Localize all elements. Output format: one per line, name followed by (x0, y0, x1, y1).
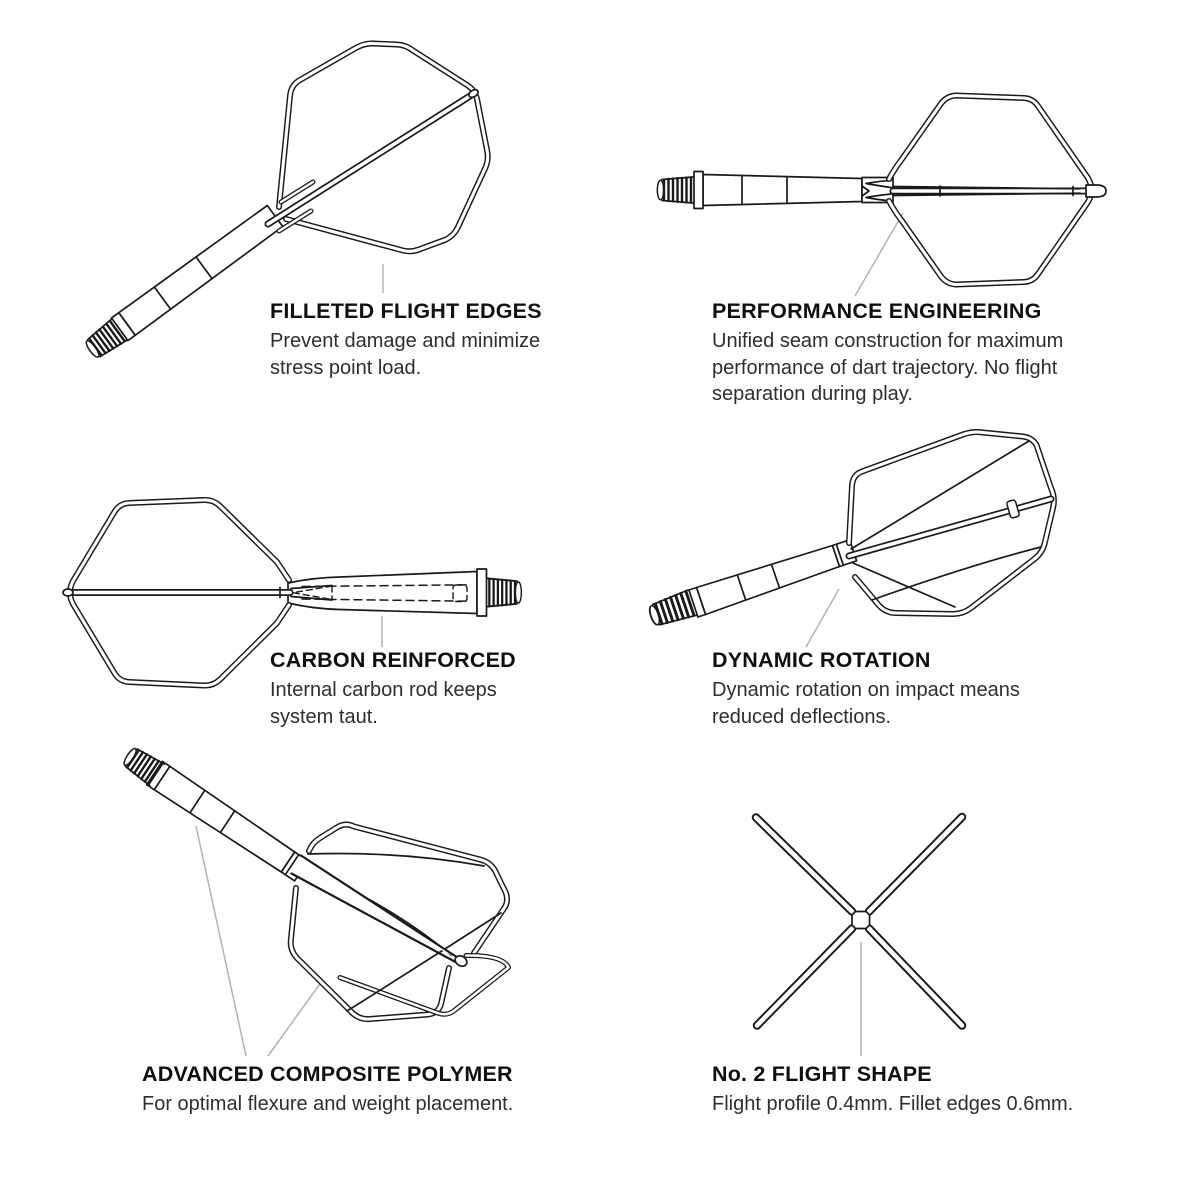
spine-tip-cap (1086, 185, 1106, 197)
center-hub (852, 912, 870, 929)
spine-tip-cap (63, 589, 73, 596)
feature-description: For optimal flexure and weight placement. (142, 1093, 514, 1115)
feature-title: FILLETED FLIGHT EDGES (270, 299, 542, 323)
feature-title: DYNAMIC ROTATION (712, 648, 931, 672)
thread-screw-tip (487, 578, 521, 606)
feature-description: Prevent damage and minimize stress point load. (270, 330, 541, 379)
shaft-collar (694, 172, 703, 209)
callout-line-flight (268, 981, 322, 1056)
illustration-advanced-composite-polymer (120, 744, 508, 1056)
callout-line (855, 213, 903, 296)
spine-fill (292, 856, 460, 960)
callout-line (806, 589, 839, 647)
illustration-performance-engineering (657, 96, 1106, 297)
dart-shaft (154, 766, 295, 872)
illustration-no2-flight-cross-section (756, 817, 962, 1056)
feature-description: Dynamic rotation on impact means reduced deflections. (712, 679, 1020, 728)
feature-no2-flight-shape (712, 1062, 1142, 1118)
feature-title: ADVANCED COMPOSITE POLYMER (142, 1062, 513, 1086)
dart-shaft (703, 175, 862, 206)
feature-carbon-reinforced (270, 648, 540, 730)
feature-description: Unified seam construction for maximum performance of dart trajectory. No flight separation during play. (712, 330, 1064, 405)
thread-screw-tip (657, 177, 693, 203)
feature-dynamic-rotation (712, 648, 1034, 730)
feature-advanced-composite-polymer (142, 1062, 592, 1118)
feature-performance-engineering (712, 299, 1092, 408)
feature-title: No. 2 FLIGHT SHAPE (712, 1062, 932, 1086)
lower-blade-outline (340, 955, 509, 1014)
feature-description: Internal carbon rod keeps system taut. (270, 679, 497, 728)
callout-line-shaft (196, 826, 246, 1056)
shaft-collar (477, 569, 487, 616)
wing-inner-lines (308, 854, 501, 1012)
feature-description: Flight profile 0.4mm. Fillet edges 0.6mm. (712, 1093, 1074, 1115)
feature-title: PERFORMANCE ENGINEERING (712, 299, 1042, 323)
flight-outline (849, 432, 1054, 614)
thread-screw-tip (647, 590, 697, 629)
dart-shaft (119, 206, 283, 336)
spine-ring (1006, 500, 1019, 519)
dart-shaft (697, 546, 840, 615)
dart-shaft (288, 572, 477, 614)
feature-title: CARBON REINFORCED (270, 648, 516, 672)
illustration-dynamic-rotation (647, 432, 1054, 647)
feature-filleted-flight-edges (270, 299, 562, 381)
